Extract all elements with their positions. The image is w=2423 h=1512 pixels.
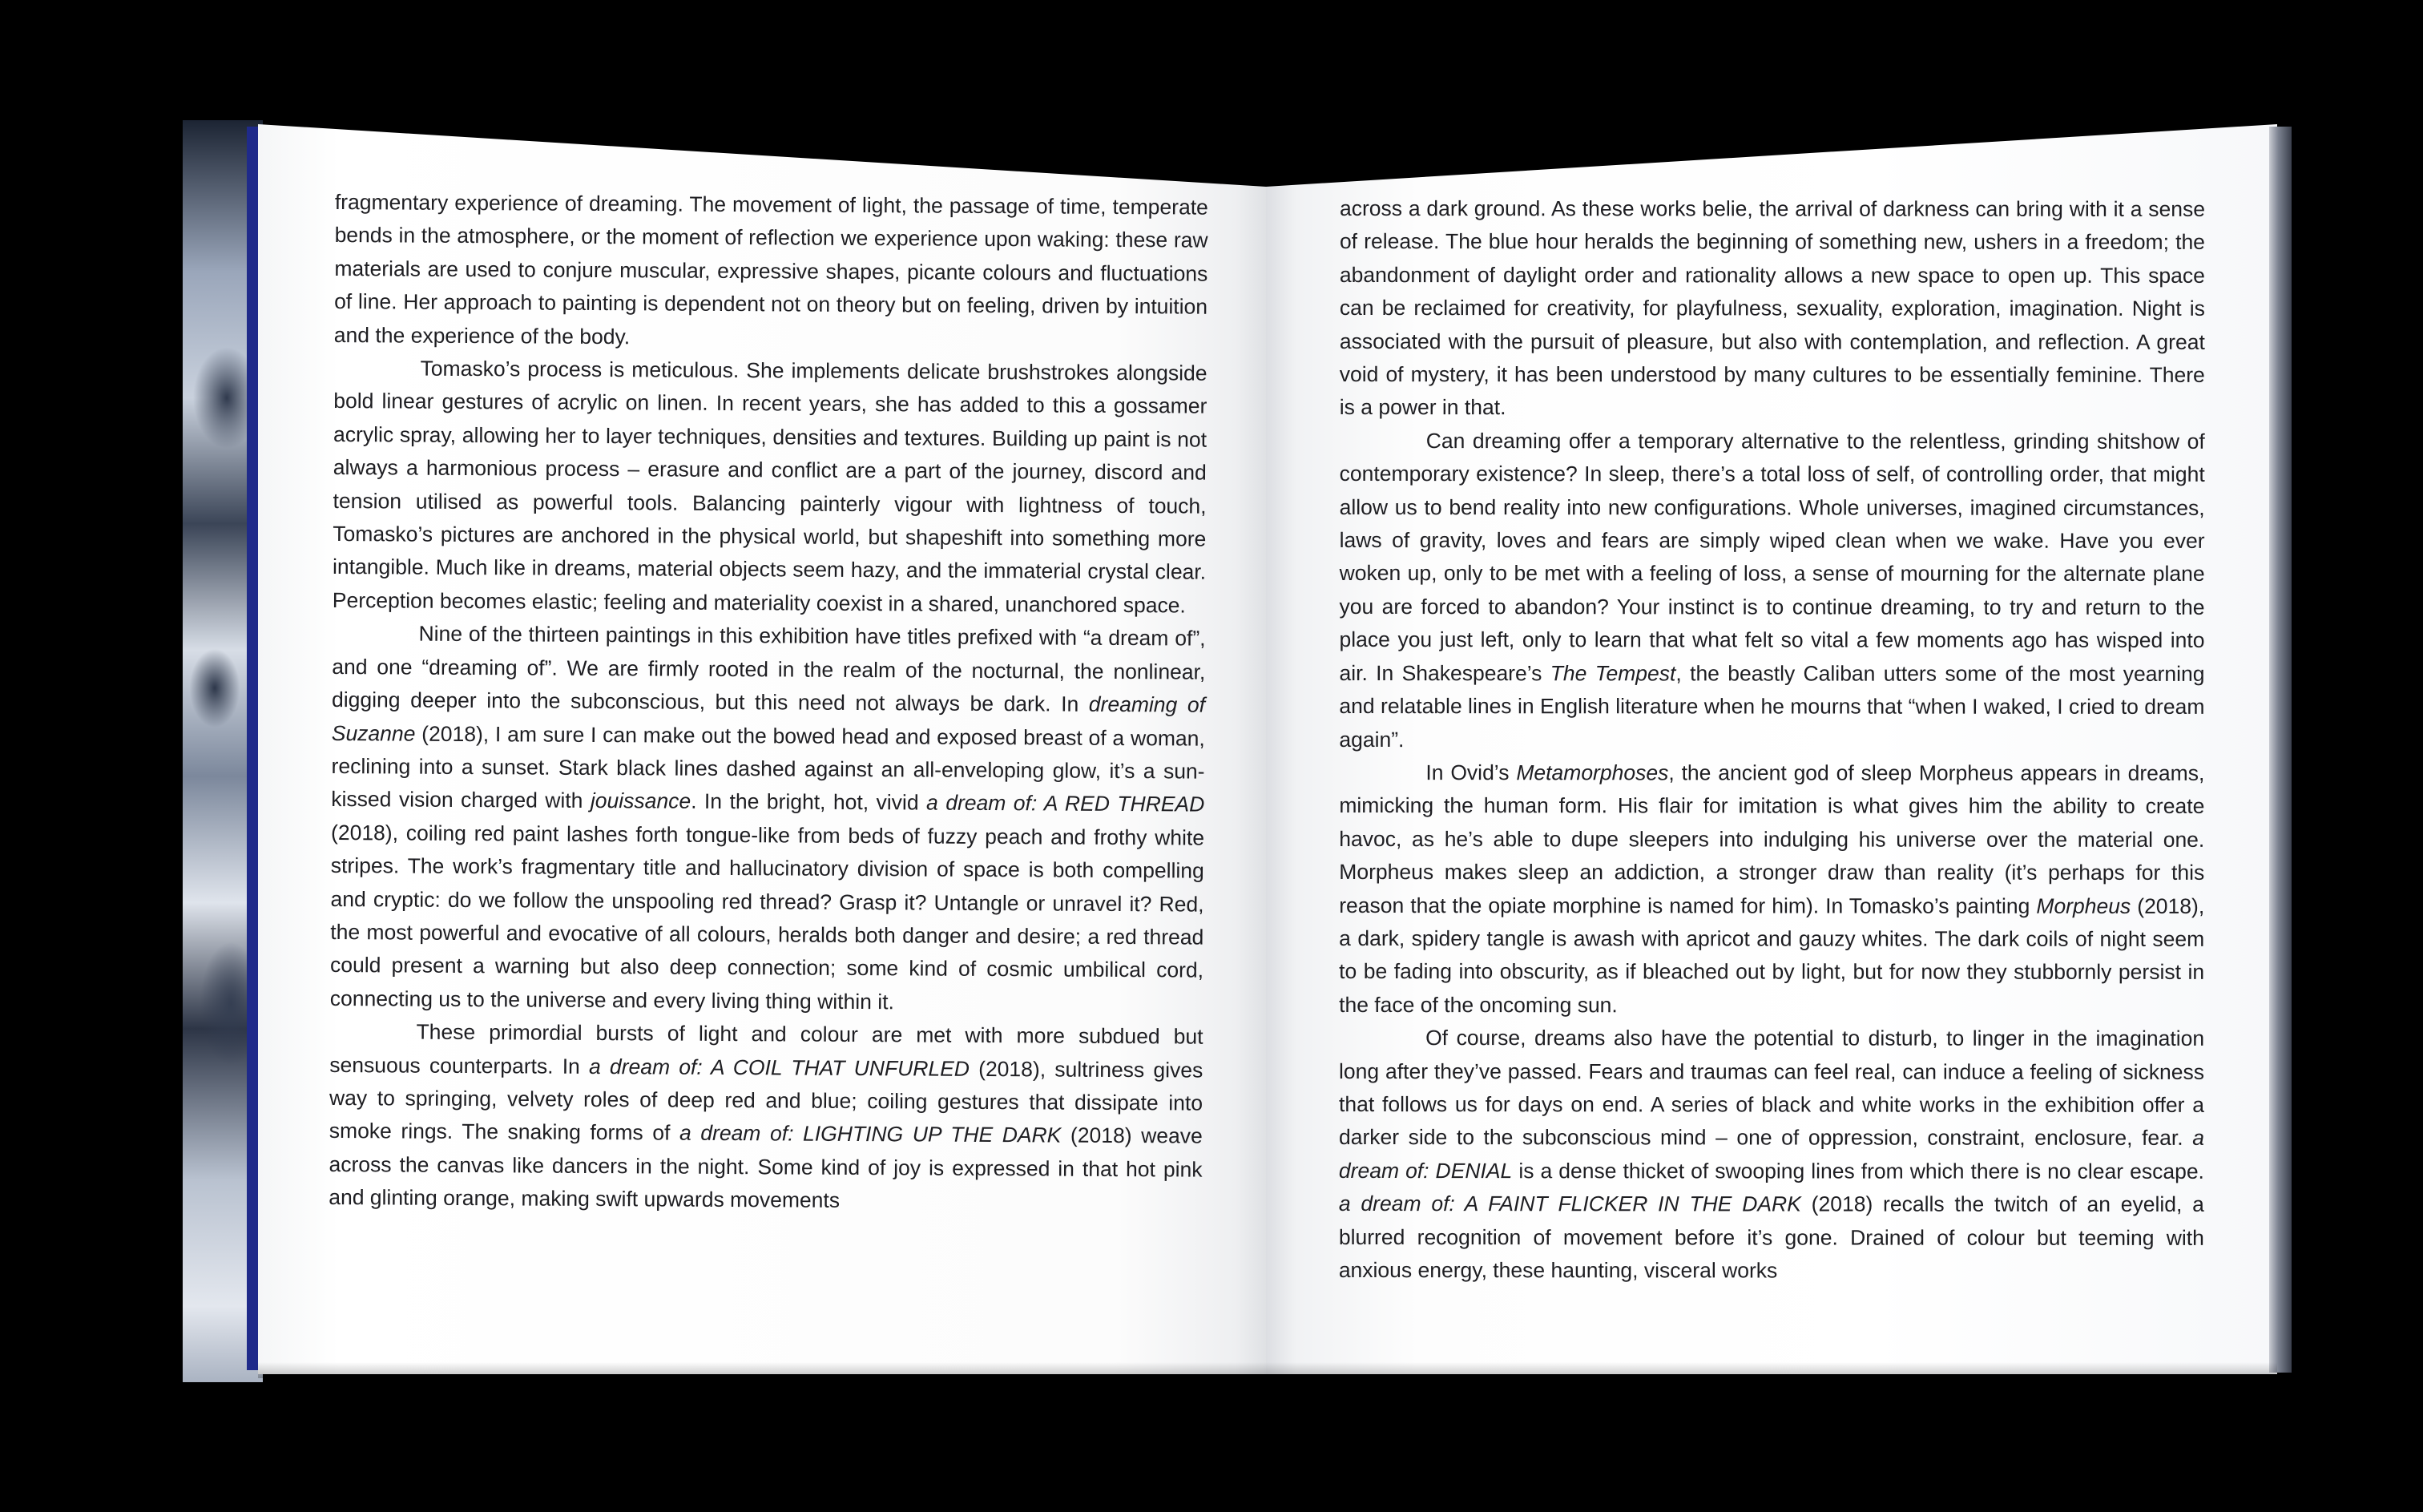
paragraph <box>1339 1022 2204 1288</box>
text-run: Can dreaming offer a temporary alternative to the relentless, grinding shitshow of contemporary existence? In sleep, there’s a total loss of self, of controlling order, that might allow us to bend reality into new configurations. Whole universes, imagined circumstances, laws of gravity, loves and fears are simply wiped clean when we wake. Have you ever woken up, only to be met with a feeling of loss, a sense of mourning for the alternate plane you are forced to abandon? Your instinct is to continue dreaming, to try and return to the place you just left, only to learn that what felt so vital a few moments ago has wisped into air. In Shakespeare’s <box>1339 428 2205 685</box>
work-title: The Tempest <box>1550 660 1676 686</box>
artwork-title: Morpheus <box>2036 893 2131 918</box>
page-shadow <box>258 1362 2277 1378</box>
text-run: (2018) weave across the canvas like dancers in the night. Some kind of joy is expressed in that hot pink and glinting orange, making swift upwards movements <box>329 1123 1203 1213</box>
paragraph <box>1339 425 2204 757</box>
text-run: (2018), coiling red paint lashes forth tongue-like from beds of fuzzy peach and frothy white stripes. The work’s fragmentary title and hallucinatory division of space is both compelling and cryptic: do we follow the unspooling red thread? Grasp it? Untangle or unravel it? Red, the most powerful and evocative of all colours, heralds both danger and desire; a red thread could present a warning but also deep connection; some kind of cosmic umbilical cord, connecting us to the universe and every living thing within it. <box>329 820 1205 1014</box>
text-run: (2018), a dark, spidery tangle is awash with apricot and gauzy whites. The dark coils of night seem to be fading into obscurity, as if bleached out by light, but for now they stubbornly persist in the face of the oncoming sun. <box>1339 893 2205 1018</box>
paragraph <box>330 617 1206 1021</box>
text-run: . In the bright, hot, vivid <box>691 789 927 815</box>
paragraph <box>334 186 1208 357</box>
artwork-title: a dream of: DENIAL <box>1338 1126 2204 1183</box>
text-run: , the beastly Caliban utters some of the most yearning and relatable lines in English literature when he mourns that “when I waked, I cried to dream again”. <box>1339 661 2205 752</box>
artwork-title: a dream of: A FAINT FLICKER IN THE DARK <box>1338 1191 1801 1216</box>
italic-term: jouissance <box>590 788 691 814</box>
paragraph <box>1339 756 2204 1022</box>
text-run: across a dark ground. As these works belie, the arrival of darkness can bring with it a sense of release. The blue hour heralds the beginning of something new, ushers in a freedom; the abandonment of daylight order and rationality allows a new space to open up. This space can be reclaimed for creativity, for playfulness, sexuality, exploration, imagination. Night is associated with the pursuit of pleasure, but also with contemplation, and reflection. A great void of mystery, it has been understood by many cultures to be essentially feminine. There is a power in that. <box>1339 196 2205 420</box>
artwork-title: a dream of: A RED THREAD <box>925 790 1205 816</box>
paragraph <box>333 352 1207 623</box>
text-run: , the ancient god of sleep Morpheus appears in dreams, mimicking the human form. His flair for imitation is what gives him the ability to create havoc, as he’s able to dupe sleepers into indulging his universe over the material one. Morpheus makes sleep an addiction, a stronger draw than reality (it’s perhaps for this reason that the opiate morphine is named for him). In Tomasko’s painting <box>1339 760 2205 918</box>
text-run: Nine of the thirteen paintings in this exhibition have titles prefixed with “a dream of”, and one “dreaming of”. We are firmly rooted in the realm of the nocturnal, the nonlinear, digging deeper into the subconscious, but this need not always be dark. In <box>331 621 1206 716</box>
text-run: (2018) recalls the twitch of an eyelid, a blurred recognition of movement before it’s gone. Drained of colour but teeming with anxious energy, these haunting, visceral works <box>1338 1191 2204 1283</box>
text-run: fragmentary experience of dreaming. The movement of light, the passage of time, temperate bends in the atmosphere, or the moment of reflection we experience upon waking: these raw materials are used to conjure muscular, expressive shapes, picante colours and fluctuations of line. Her approach to painting is dependent not on theory but on feeling, driven by intuition and the experience of the body. <box>333 189 1208 349</box>
text-run: Of course, dreams also have the potential to disturb, to linger in the imagination long after they’ve passed. Fears and traumas can feel real, can induce a feeling of sickness that follows us for days on end. A series of black and white works in the exhibition offer a darker side to the subconscious mind – one of oppression, constraint, enclosure, fear. <box>1338 1026 2205 1151</box>
left-page-text <box>329 186 1208 1220</box>
blue-spine-strip <box>247 127 258 1370</box>
text-run: (2018), I am sure I can make out the bowed head and exposed breast of a woman, reclining into a sunset. Stark black lines dashed against an all-enveloping glow, it’s a sun-kissed vision charged with <box>331 721 1205 813</box>
paragraph <box>1340 192 2205 425</box>
artwork-title: a dream of: A COIL THAT UNFURLED <box>588 1054 970 1081</box>
artwork-title: a dream of: LIGHTING UP THE DARK <box>679 1121 1062 1147</box>
work-title: Metamorphoses <box>1516 760 1669 785</box>
text-run: In Ovid’s <box>1425 760 1517 785</box>
text-run: Tomasko’s process is meticulous. She implements delicate brushstrokes alongside bold linear gestures of acrylic on linen. In recent years, she has added to this a gossamer acrylic spray, allowing her to layer techniques, densities and textures. Building up paint is not always a harmonious process – erasure and conflict are a part of the journey, discord and tension utilised as powerful tools. Balancing painterly vigour with lightness of touch, Tomasko’s pictures are anchored in the physical world, but shapeshift into something more intangible. Much like in dreams, material objects seem hazy, and the immaterial crystal clear. Perception becomes elastic; feeling and materiality coexist in a shared, unanchored space. <box>332 356 1207 618</box>
right-page-text <box>1339 192 2205 1288</box>
text-run: is a dense thicket of swooping lines from which there is no clear escape. <box>1512 1158 2204 1183</box>
paragraph <box>329 1015 1203 1220</box>
artwork-title: dreaming of Suzanne <box>331 691 1206 746</box>
back-cover-edge <box>2269 127 2292 1373</box>
text-run: These primordial bursts of light and colour are met with more subdued but sensuous counterparts. In <box>329 1019 1203 1079</box>
text-run: (2018), sultriness gives way to springing, velvety roles of deep red and blue; coiling gestures that dissipate into smoke rings. The snaking forms of <box>329 1056 1203 1146</box>
